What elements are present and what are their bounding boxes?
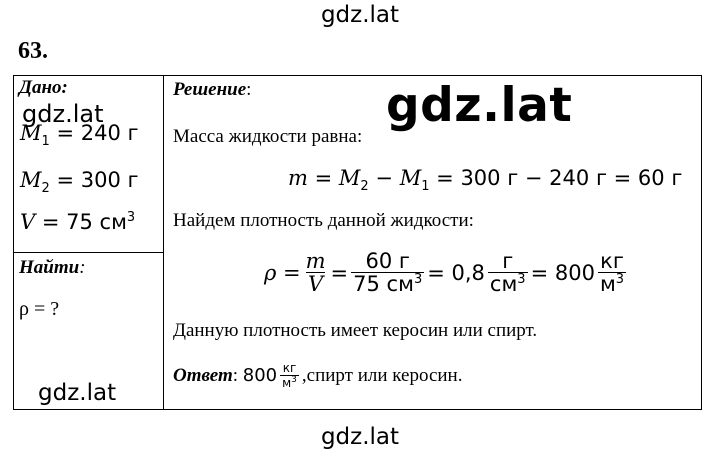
watermark-big: gdz.lat [382,78,576,133]
find-expression: ρ = ? [19,298,60,320]
given-volume: V = 75 $см^3$ [20,210,136,234]
watermark-top: gdz.lat [320,2,400,28]
given-find-divider [13,252,164,253]
problem-number: 63. [18,38,48,64]
equation-density: ρ = $\frac{m}{V}$ = $\frac{60 г}{75 см^3}$ = 0,8 $\frac{г}{см^3}$ = 800 $\frac{кг}{м^3}$ [264,249,625,297]
solution-label: Решение: [173,79,252,100]
watermark-left-bottom: gdz.lat [38,380,117,406]
given-label: Дано: [19,77,68,98]
find-label: Найти: [19,257,86,278]
answer-line: Ответ : 800 $\frac{кг}{м^3}$ ,спирт или керосин. [173,361,463,390]
solution-line-conclusion: Данную плотность имеет керосин или спирт. [173,320,538,341]
given-m2: $M_2 = 300$ г [20,168,139,197]
solution-line-mass: Масса жидкости равна: [173,126,363,147]
given-m1: $M_1 = 240$ г [20,121,139,150]
watermark-bottom: gdz.lat [320,424,400,450]
watermark-left: gdz.lat [22,100,104,128]
solution-line-density: Найдем плотность данной жидкости: [173,210,474,231]
column-divider [163,75,164,410]
equation-mass: $m = M_2 - M_1 = 300$ г − 240 г = 60 г [288,166,683,195]
